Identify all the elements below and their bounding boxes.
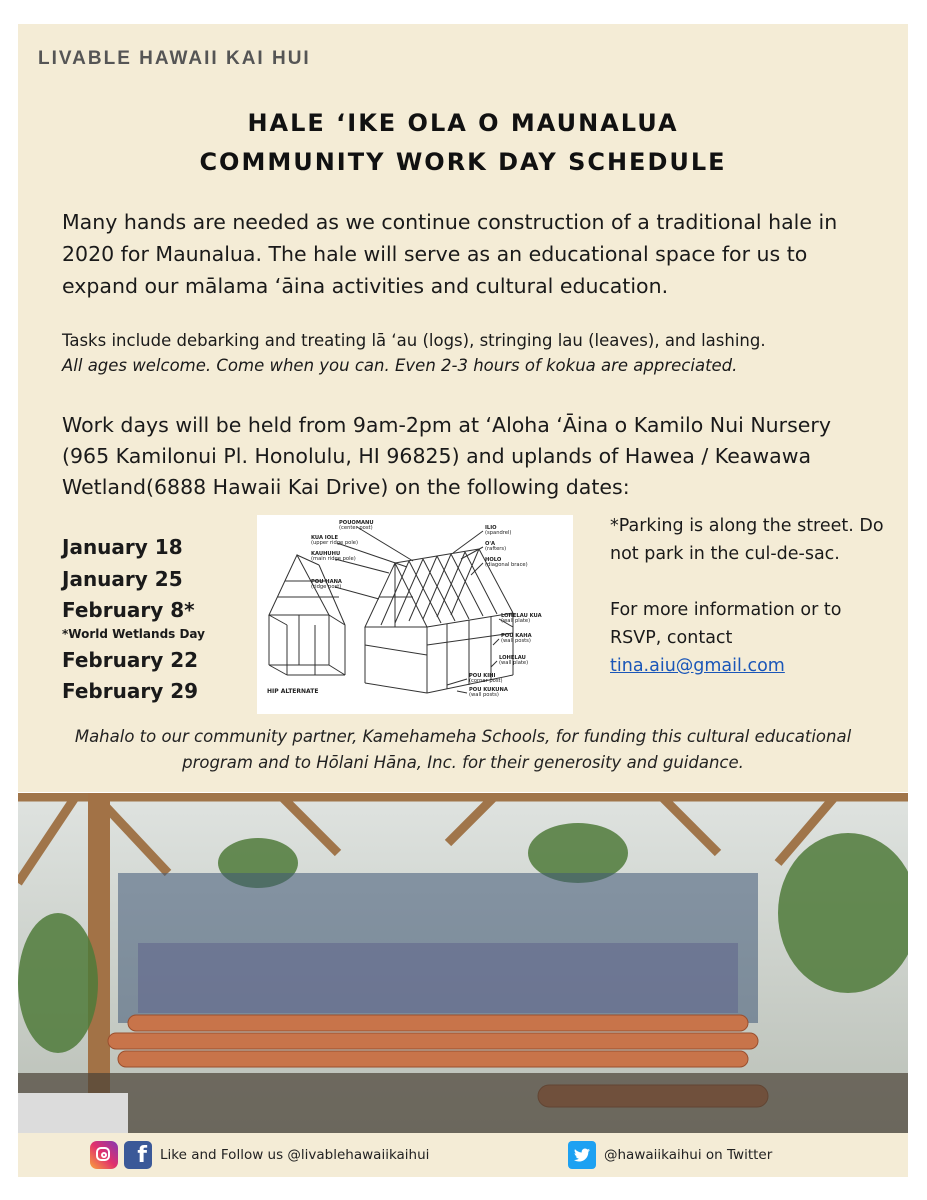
contact-email-link[interactable]: tina.aiu@gmail.com: [610, 656, 785, 676]
label-pou-kukuna: POU KUKUNA: [469, 687, 508, 693]
tasks-paragraph: [62, 328, 892, 378]
date-item: February 22: [62, 647, 199, 672]
label-pou-kihi: POU KIHI: [469, 673, 496, 679]
label-lohelau-kua-sub: (wall plate): [501, 618, 531, 624]
photo-drawing: [18, 793, 908, 1133]
label-oa: O'A: [485, 541, 496, 547]
label-oa-sub: (rafters): [485, 546, 507, 552]
label-lohelau-sub: (wall plate): [499, 660, 529, 666]
tasks-text: Tasks include debarking and treating lā ‘au (logs), stringing lau (leaves), and lashing.: [62, 331, 766, 350]
date-item: February 8*: [62, 598, 195, 622]
social-footer: [18, 1133, 908, 1177]
label-pouomanu: POUOMANU: [339, 520, 374, 526]
label-pou-kukuna-sub: (wall posts): [469, 692, 499, 698]
flyer-title: [18, 104, 908, 182]
label-pou-kaha-sub: (wall posts): [501, 638, 531, 644]
date-item: January 25: [62, 566, 183, 591]
date-item: February 29: [62, 679, 199, 703]
hale-diagram-drawing: [257, 515, 573, 714]
label-kua-iole-sub: (upper ridge pole): [311, 540, 358, 546]
facebook-icon[interactable]: f: [124, 1141, 152, 1169]
label-holo-sub: (diagonal brace): [485, 562, 528, 568]
label-pou-hana: POU HANA: [311, 579, 342, 585]
parking-note: *Parking is along the street. Do not park in the cul-de-sac.: [610, 516, 884, 564]
label-pou-kihi-sub: (corner post): [469, 678, 503, 684]
date-item: January 18: [62, 535, 183, 559]
tasks-note: All ages welcome. Come when you can. Even 2-3 hours of kokua are appreciated.: [62, 356, 738, 375]
label-pouomanu-sub: (center post): [339, 525, 373, 531]
title-line-2: COMMUNITY WORK DAY SCHEDULE: [199, 148, 727, 176]
org-name: LIVABLE HAWAII KAI HUI: [38, 48, 311, 69]
label-pou-kaha: POU KAHA: [501, 633, 532, 639]
label-ilio: ILIO: [485, 525, 497, 531]
twitter-follow-text: @hawaiikaihui on Twitter: [604, 1147, 773, 1163]
label-kauhuhu-sub: (main ridge pole): [311, 556, 356, 562]
twitter-icon[interactable]: [568, 1141, 596, 1169]
flyer-panel: [18, 24, 908, 792]
label-kua-iole: KUA IOLE: [311, 535, 338, 541]
label-holo: HOLO: [485, 557, 502, 563]
title-line-1: HALE ‘IKE OLA O MAUNALUA: [247, 109, 679, 137]
label-hip-alternate: HIP ALTERNATE: [267, 688, 319, 695]
workdays-paragraph: Work days will be held from 9am-2pm at ‘Aloha ‘Āina o Kamilo Nui Nursery (965 Kamilonui Pl. Honolulu, HI 96825) and uplands of Hawea / Keawawa Wetland(6888 Hawaii Kai Drive) on the following dates:: [62, 413, 831, 499]
mahalo-note: Mahalo to our community partner, Kamehameha Schools, for funding this cultural educational program and to Hōlani Hāna, Inc. for their generosity and guidance.: [74, 727, 852, 772]
label-pou-hana-sub: (ridge post): [311, 584, 342, 590]
instagram-icon[interactable]: [90, 1141, 118, 1169]
label-ilio-sub: (spandrel): [485, 530, 512, 536]
twitter-bird-icon: [568, 1141, 596, 1169]
intro-paragraph: Many hands are needed as we continue construction of a traditional hale in 2020 for Maunalua. The hale will serve as an educational space for us to expand our mālama ‘āina activities and cultural education.: [62, 210, 838, 298]
hale-frame-diagram: [257, 515, 573, 714]
info-column: [610, 512, 890, 680]
label-lohelau-kua: LOHELAU KUA: [501, 613, 542, 619]
date-list: [62, 532, 262, 708]
twitter-follow[interactable]: [568, 1140, 772, 1170]
label-kauhuhu: KAUHUHU: [311, 551, 341, 557]
volunteer-group-photo: [18, 793, 908, 1133]
facebook-follow-text: Like and Follow us @livablehawaiikaihui: [160, 1147, 430, 1163]
rsvp-text: For more information or to RSVP, contact: [610, 600, 842, 648]
label-lohelau: LOHELAU: [499, 655, 526, 661]
facebook-follow[interactable]: [90, 1140, 429, 1170]
date-footnote: *World Wetlands Day: [62, 626, 205, 641]
